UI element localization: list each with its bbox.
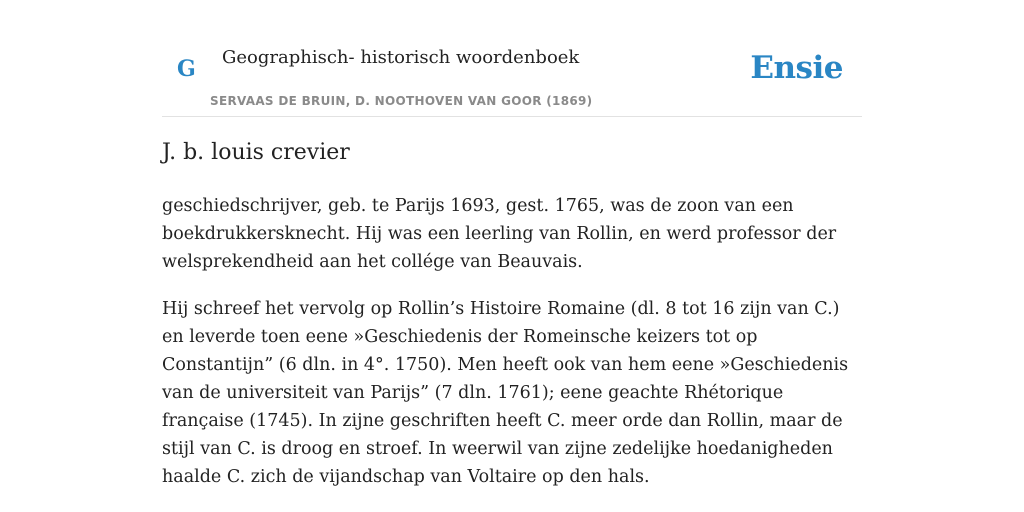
entry-body [162,192,866,510]
book-title-link[interactable]: Geographisch- historisch woordenboek [222,47,580,68]
brand-logo-link[interactable]: Ensie [750,50,843,86]
entry-paragraph: Hij schreef het vervolg op Rollin’s Histoire Romaine (dl. 8 tot 16 zijn van C.) en leverde toen eene »Geschiedenis der Romeinsche keizers tot op Constantijn” (6 dln. in 4°. 1750). Men heeft ook van hem eene »Geschiedenis van de universiteit van Parijs” (7 dln. 1761); eene geachte Rhétorique française (1745). In zijne geschriften heeft C. meer orde dan Rollin, maar de stijl van C. is droog en stroef. In weerwil van zijne zedelijke hoedanigheden haalde C. zich de vijandschap van Voltaire op den hals. [162,299,849,487]
entry-title: J. b. louis crevier [162,140,350,165]
entry-paragraph: geschiedschrijver, geb. te Parijs 1693, gest. 1765, was de zoon van een boekdrukkersknecht. Hij was een leerling van Rollin, en werd professor der welsprekendheid aan het collége van Beauvais. [162,196,837,272]
letter-index-link[interactable]: G [177,56,196,82]
header [162,36,862,117]
book-author: SERVAAS DE BRUIN, D. NOOTHOVEN VAN GOOR (1869) [210,94,593,108]
